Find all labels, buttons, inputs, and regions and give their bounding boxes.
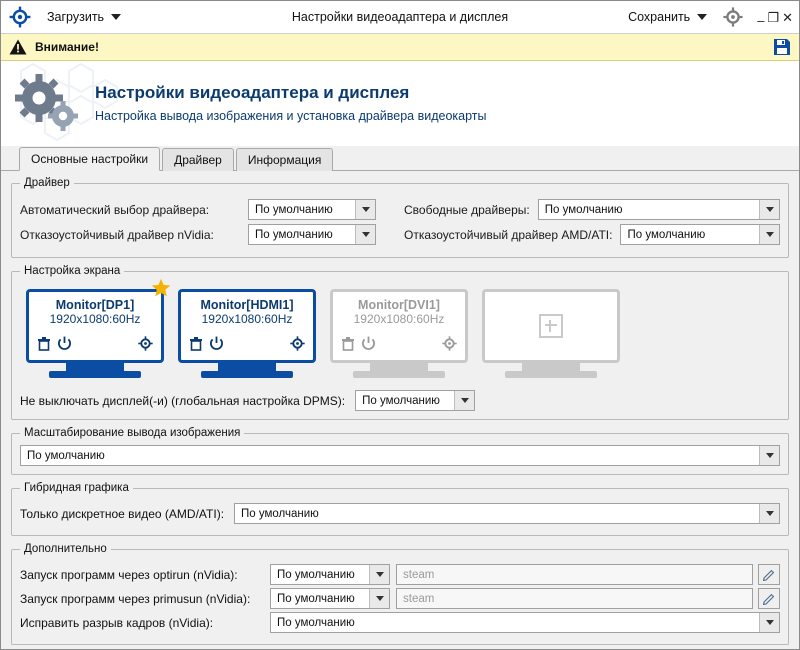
window-title: Настройки видеоадаптера и дисплея bbox=[291, 10, 509, 24]
title-bar bbox=[1, 1, 799, 34]
monitor-actions bbox=[37, 336, 153, 354]
additional-group-legend: Дополнительно bbox=[24, 543, 107, 555]
dpms-label: Не выключать дисплей(-и) (глобальная настройка DPMS): bbox=[20, 393, 346, 408]
optirun-select[interactable] bbox=[270, 564, 390, 585]
power-icon[interactable] bbox=[361, 336, 376, 354]
monitor-stand bbox=[218, 363, 276, 371]
driver-nvidia-label: Отказоустойчивый драйвер nVidia: bbox=[20, 227, 214, 242]
warning-triangle-icon bbox=[9, 39, 27, 55]
driver-auto-select[interactable] bbox=[248, 199, 376, 220]
chevron-down-icon bbox=[697, 14, 707, 20]
scaling-group bbox=[11, 427, 789, 475]
monitor-name: Monitor[DVI1] bbox=[358, 298, 440, 312]
tearing-label: Исправить разрыв кадров (nVidia): bbox=[20, 615, 214, 630]
trash-icon[interactable] bbox=[189, 336, 203, 354]
chevron-down-icon[interactable] bbox=[759, 200, 779, 219]
hybrid-graphics-group bbox=[11, 482, 789, 536]
chevron-down-icon[interactable] bbox=[454, 391, 474, 410]
page-header bbox=[1, 61, 799, 146]
monitor-stand bbox=[522, 363, 580, 371]
driver-amd-select[interactable] bbox=[620, 224, 780, 245]
maximize-button[interactable]: ❐ bbox=[767, 9, 780, 25]
optirun-text-input[interactable]: steam bbox=[396, 564, 753, 585]
trash-icon[interactable] bbox=[341, 336, 355, 354]
primusrun-label: Запуск программ через primusun (nVidia): bbox=[20, 591, 251, 606]
monitor-base bbox=[505, 371, 597, 378]
optirun-value: По умолчанию bbox=[277, 568, 355, 581]
header-title: Настройки видеоадаптера и дисплея bbox=[95, 83, 410, 102]
title-bar-right bbox=[622, 7, 799, 27]
title-bar-left bbox=[1, 6, 127, 28]
primusrun-row bbox=[20, 588, 780, 609]
app-logo-gear-icon bbox=[9, 6, 31, 28]
power-icon[interactable] bbox=[57, 336, 72, 354]
hybrid-value: По умолчанию bbox=[241, 507, 319, 520]
monitor-card[interactable] bbox=[26, 289, 164, 378]
hybrid-row bbox=[20, 503, 780, 524]
chevron-down-icon[interactable] bbox=[369, 565, 389, 584]
monitor-stand bbox=[66, 363, 124, 371]
minimize-button[interactable]: – bbox=[757, 12, 765, 28]
additional-group bbox=[11, 543, 789, 645]
header-subtitle: Настройка вывода изображения и установка драйвера видеокарты bbox=[95, 109, 487, 123]
monitor-card[interactable] bbox=[330, 289, 468, 378]
gear-icon[interactable] bbox=[442, 336, 457, 354]
primusrun-edit-button[interactable] bbox=[758, 588, 780, 609]
chevron-down-icon bbox=[111, 14, 121, 20]
monitor-base bbox=[49, 371, 141, 378]
trash-icon[interactable] bbox=[37, 336, 51, 354]
monitor-stand bbox=[370, 363, 428, 371]
monitor-resolution: 1920x1080:60Hz bbox=[49, 312, 141, 326]
driver-auto-value: По умолчанию bbox=[255, 203, 333, 216]
monitor-title-block bbox=[37, 298, 153, 326]
monitor-title-block bbox=[341, 298, 457, 326]
chevron-down-icon[interactable] bbox=[759, 225, 779, 244]
monitor-screen bbox=[330, 289, 468, 363]
monitor-title-block bbox=[189, 298, 305, 326]
gear-icon[interactable] bbox=[290, 336, 305, 354]
monitor-actions bbox=[189, 336, 305, 354]
monitor-resolution: 1920x1080:60Hz bbox=[201, 312, 293, 326]
gear-icon[interactable] bbox=[138, 336, 153, 354]
primusrun-select[interactable] bbox=[270, 588, 390, 609]
header-text bbox=[95, 83, 487, 123]
monitor-base bbox=[353, 371, 445, 378]
chevron-down-icon[interactable] bbox=[759, 446, 779, 465]
driver-amd-value: По умолчанию bbox=[627, 228, 706, 241]
optirun-edit-button[interactable] bbox=[758, 564, 780, 585]
tab-information[interactable]: Информация bbox=[236, 148, 333, 171]
floppy-save-icon[interactable] bbox=[773, 38, 791, 56]
optirun-label: Запуск программ через optirun (nVidia): bbox=[20, 567, 238, 582]
driver-auto-row bbox=[20, 199, 780, 220]
save-menu-button[interactable] bbox=[622, 7, 713, 27]
driver-auto-label: Автоматический выбор драйвера: bbox=[20, 202, 210, 217]
driver-nvidia-row bbox=[20, 224, 780, 245]
monitor-actions bbox=[341, 336, 457, 354]
scaling-value: По умолчанию bbox=[27, 449, 105, 462]
scaling-select[interactable] bbox=[20, 445, 780, 466]
chevron-down-icon[interactable] bbox=[369, 589, 389, 608]
main-content bbox=[1, 171, 799, 649]
driver-nvidia-value: По умолчанию bbox=[255, 228, 333, 241]
monitor-card[interactable] bbox=[178, 289, 316, 378]
monitor-name: Monitor[DP1] bbox=[55, 298, 135, 312]
screen-group-legend: Настройка экрана bbox=[24, 265, 121, 277]
monitor-screen bbox=[178, 289, 316, 363]
hybrid-group-legend: Гибридная графика bbox=[24, 482, 129, 494]
primary-star-icon bbox=[151, 278, 171, 298]
primusrun-text-input[interactable]: steam bbox=[396, 588, 753, 609]
add-monitor-card[interactable] bbox=[482, 289, 620, 378]
gears-icon bbox=[15, 72, 81, 134]
chevron-down-icon[interactable] bbox=[759, 504, 779, 523]
plus-icon[interactable] bbox=[539, 314, 563, 338]
power-icon[interactable] bbox=[209, 336, 224, 354]
driver-nvidia-select[interactable] bbox=[248, 224, 376, 245]
close-button[interactable]: ✕ bbox=[782, 9, 793, 25]
tab-driver[interactable]: Драйвер bbox=[162, 148, 234, 171]
dpms-row bbox=[20, 390, 780, 411]
monitor-name: Monitor[HDMI1] bbox=[200, 298, 294, 312]
monitor-resolution: 1920x1080:60Hz bbox=[353, 312, 445, 326]
free-drivers-value: По умолчанию bbox=[544, 203, 623, 216]
warning-text: Внимание! bbox=[35, 40, 99, 54]
dpms-value: По умолчанию bbox=[362, 394, 440, 407]
optirun-row bbox=[20, 564, 780, 585]
monitor-screen bbox=[26, 289, 164, 363]
driver-group-legend: Драйвер bbox=[24, 177, 70, 189]
tab-bar bbox=[1, 146, 799, 171]
driver-group bbox=[11, 177, 789, 258]
hybrid-label: Только дискретное видео (AMD/ATI): bbox=[20, 506, 225, 521]
settings-gear-icon[interactable] bbox=[723, 7, 743, 27]
free-drivers-select[interactable] bbox=[538, 199, 780, 220]
pencil-icon bbox=[763, 593, 775, 605]
chevron-down-icon[interactable] bbox=[355, 225, 375, 244]
monitor-base bbox=[201, 371, 293, 378]
tab-main-settings[interactable]: Основные настройки bbox=[19, 147, 160, 171]
primusrun-value: По умолчанию bbox=[277, 592, 355, 605]
window-controls bbox=[757, 9, 793, 28]
tearing-select[interactable] bbox=[270, 612, 780, 633]
load-menu-button[interactable] bbox=[41, 7, 127, 27]
warning-bar bbox=[1, 34, 799, 61]
load-menu-label: Загрузить bbox=[47, 10, 105, 24]
tearing-row bbox=[20, 612, 780, 633]
monitor-list bbox=[20, 283, 780, 380]
save-menu-label: Сохранить bbox=[628, 10, 691, 24]
dpms-select[interactable] bbox=[355, 390, 475, 411]
chevron-down-icon[interactable] bbox=[355, 200, 375, 219]
hybrid-select[interactable] bbox=[234, 503, 780, 524]
scaling-group-legend: Масштабирование вывода изображения bbox=[24, 427, 241, 439]
screen-group bbox=[11, 265, 789, 420]
driver-amd-label: Отказоустойчивый драйвер AMD/ATI: bbox=[404, 227, 613, 242]
pencil-icon bbox=[763, 569, 775, 581]
free-drivers-label: Свободные драйверы: bbox=[404, 202, 530, 217]
monitor-screen bbox=[482, 289, 620, 363]
tearing-value: По умолчанию bbox=[277, 616, 355, 629]
chevron-down-icon[interactable] bbox=[759, 613, 779, 632]
